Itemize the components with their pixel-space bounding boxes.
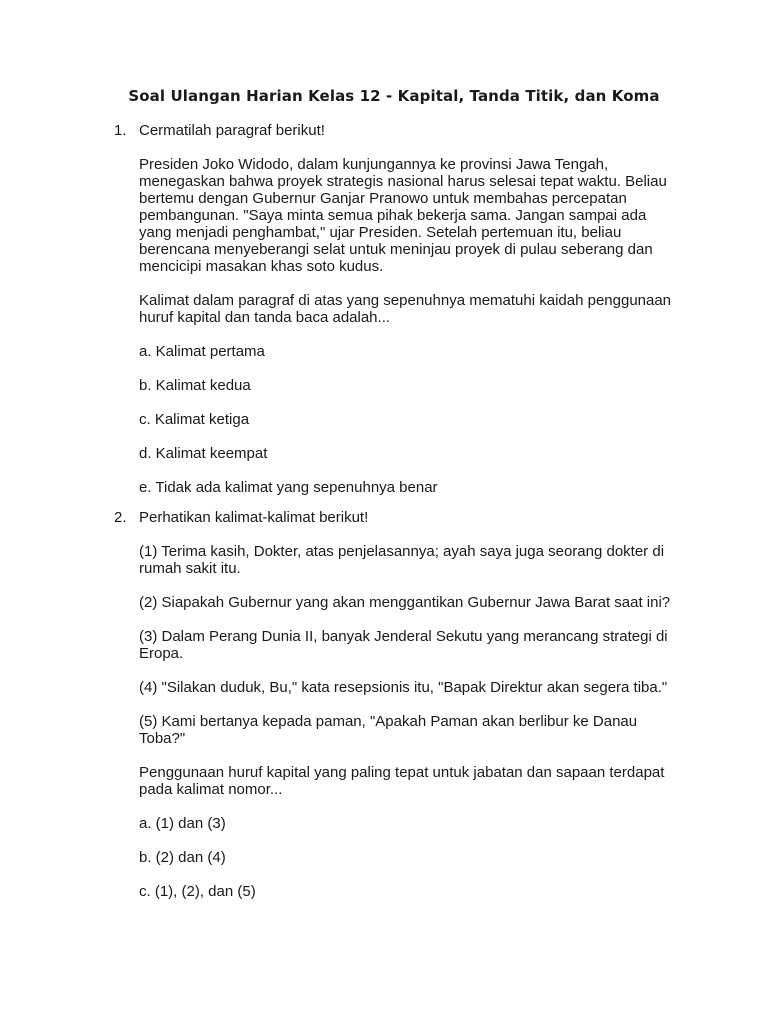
question-1-prompt-line <box>114 122 674 139</box>
question-number: 2. <box>114 509 127 526</box>
sentence-3: (3) Dalam Perang Dunia II, banyak Jenderal Sekutu yang merancang strategi di Eropa. <box>139 628 668 662</box>
question-text: Kalimat dalam paragraf di atas yang sepenuhnya mematuhi kaidah penggunaan huruf kapital dan tanda baca adalah... <box>139 292 672 326</box>
sentence-2: (2) Siapakah Gubernur yang akan menggantikan Gubernur Jawa Barat saat ini? <box>139 594 671 611</box>
answer-option-c: c. (1), (2), dan (5) <box>139 883 256 900</box>
question-prompt: Perhatikan kalimat-kalimat berikut! <box>139 509 369 526</box>
answer-option-a: a. (1) dan (3) <box>139 815 226 832</box>
question-2-prompt-line <box>114 509 674 526</box>
document-title: Soal Ulangan Harian Kelas 12 - Kapital, Tanda Titik, dan Koma <box>128 87 660 105</box>
question-1 <box>114 122 674 496</box>
sentence-4: (4) "Silakan duduk, Bu," kata resepsionis itu, "Bapak Direktur akan segera tiba." <box>139 679 668 696</box>
question-prompt: Cermatilah paragraf berikut! <box>139 122 325 139</box>
sentence-5: (5) Kami bertanya kepada paman, "Apakah Paman akan berlibur ke Danau Toba?" <box>139 713 638 747</box>
question-passage: Presiden Joko Widodo, dalam kunjungannya ke provinsi Jawa Tengah, menegaskan bahwa proyek strategis nasional harus selesai tepat waktu. Beliau bertemu dengan Gubernur Ganjar Pranowo untuk membahas percepatan pembangunan. "Saya minta semua pihak bekerja sama. Jangan sampai ada yang menjadi penghambat," ujar Presiden. Setelah pertemuan itu, beliau berencana menyeberangi selat untuk meninjau proyek di pulau seberang dan mencicipi masakan khas soto kudus. <box>139 156 667 275</box>
sentence-1: (1) Terima kasih, Dokter, atas penjelasannya; ayah saya juga seorang dokter di rumah sakit itu. <box>139 543 665 577</box>
answer-option-b: b. Kalimat kedua <box>139 377 251 394</box>
answer-option-b: b. (2) dan (4) <box>139 849 226 866</box>
answer-option-a: a. Kalimat pertama <box>139 343 265 360</box>
answer-option-c: c. Kalimat ketiga <box>139 411 250 428</box>
question-text: Penggunaan huruf kapital yang paling tepat untuk jabatan dan sapaan terdapat pada kalimat nomor... <box>139 764 665 798</box>
question-2 <box>114 509 674 900</box>
answer-option-e: e. Tidak ada kalimat yang sepenuhnya benar <box>139 479 438 496</box>
answer-option-d: d. Kalimat keempat <box>139 445 268 462</box>
question-number: 1. <box>114 122 127 139</box>
